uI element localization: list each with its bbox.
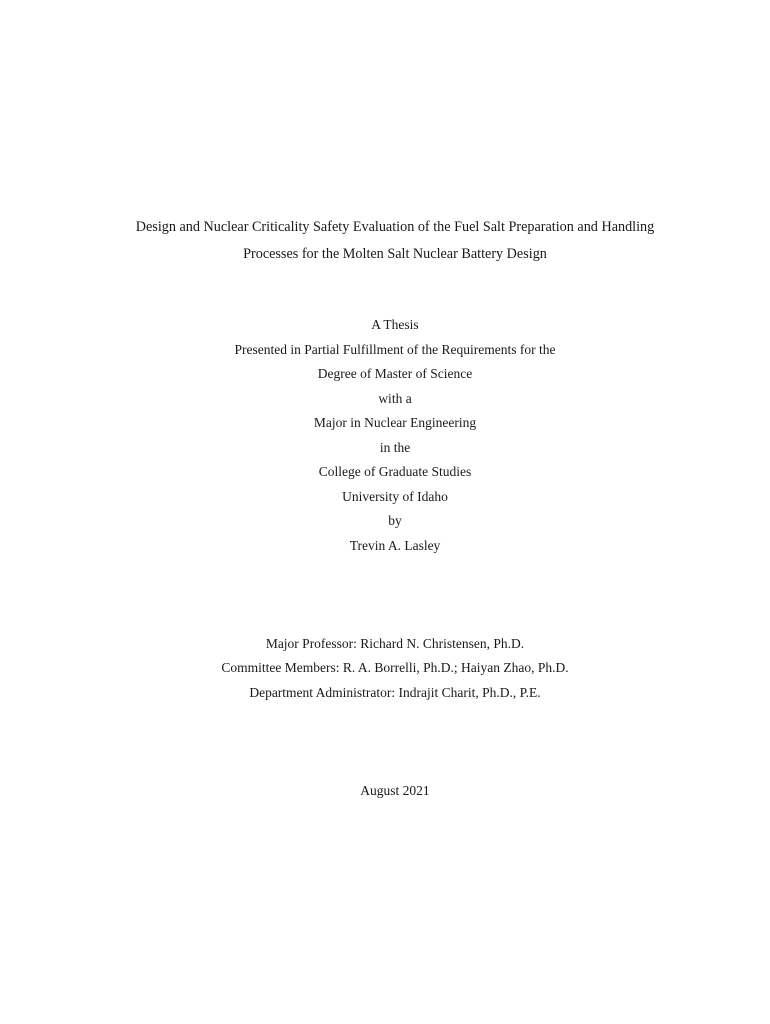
major-professor: Major Professor: Richard N. Christensen, Ph.D. xyxy=(265,636,525,651)
submission-line-by: by xyxy=(388,513,402,528)
committee-members: Committee Members: R. A. Borrelli, Ph.D.; Haiyan Zhao, Ph.D. xyxy=(221,660,569,675)
thesis-title-line-1: Design and Nuclear Criticality Safety Evaluation of the Fuel Salt Preparation and Handling xyxy=(135,219,655,235)
thesis-title-line-2: Processes for the Molten Salt Nuclear Battery Design xyxy=(243,246,547,262)
department-administrator: Department Administrator: Indrajit Charit, Ph.D., P.E. xyxy=(249,685,541,700)
submission-line-university: University of Idaho xyxy=(342,489,448,504)
author-name: Trevin A. Lasley xyxy=(349,538,441,553)
submission-line-major: Major in Nuclear Engineering xyxy=(313,415,477,430)
submission-line-degree: Degree of Master of Science xyxy=(317,366,473,381)
submission-line-with-a: with a xyxy=(378,391,412,406)
submission-line-in-the: in the xyxy=(379,440,411,455)
submission-line-thesis: A Thesis xyxy=(371,317,419,332)
submission-line-college: College of Graduate Studies xyxy=(318,464,472,479)
submission-date: August 2021 xyxy=(360,783,430,798)
submission-line-fulfillment: Presented in Partial Fulfillment of the Requirements for the xyxy=(234,342,556,357)
